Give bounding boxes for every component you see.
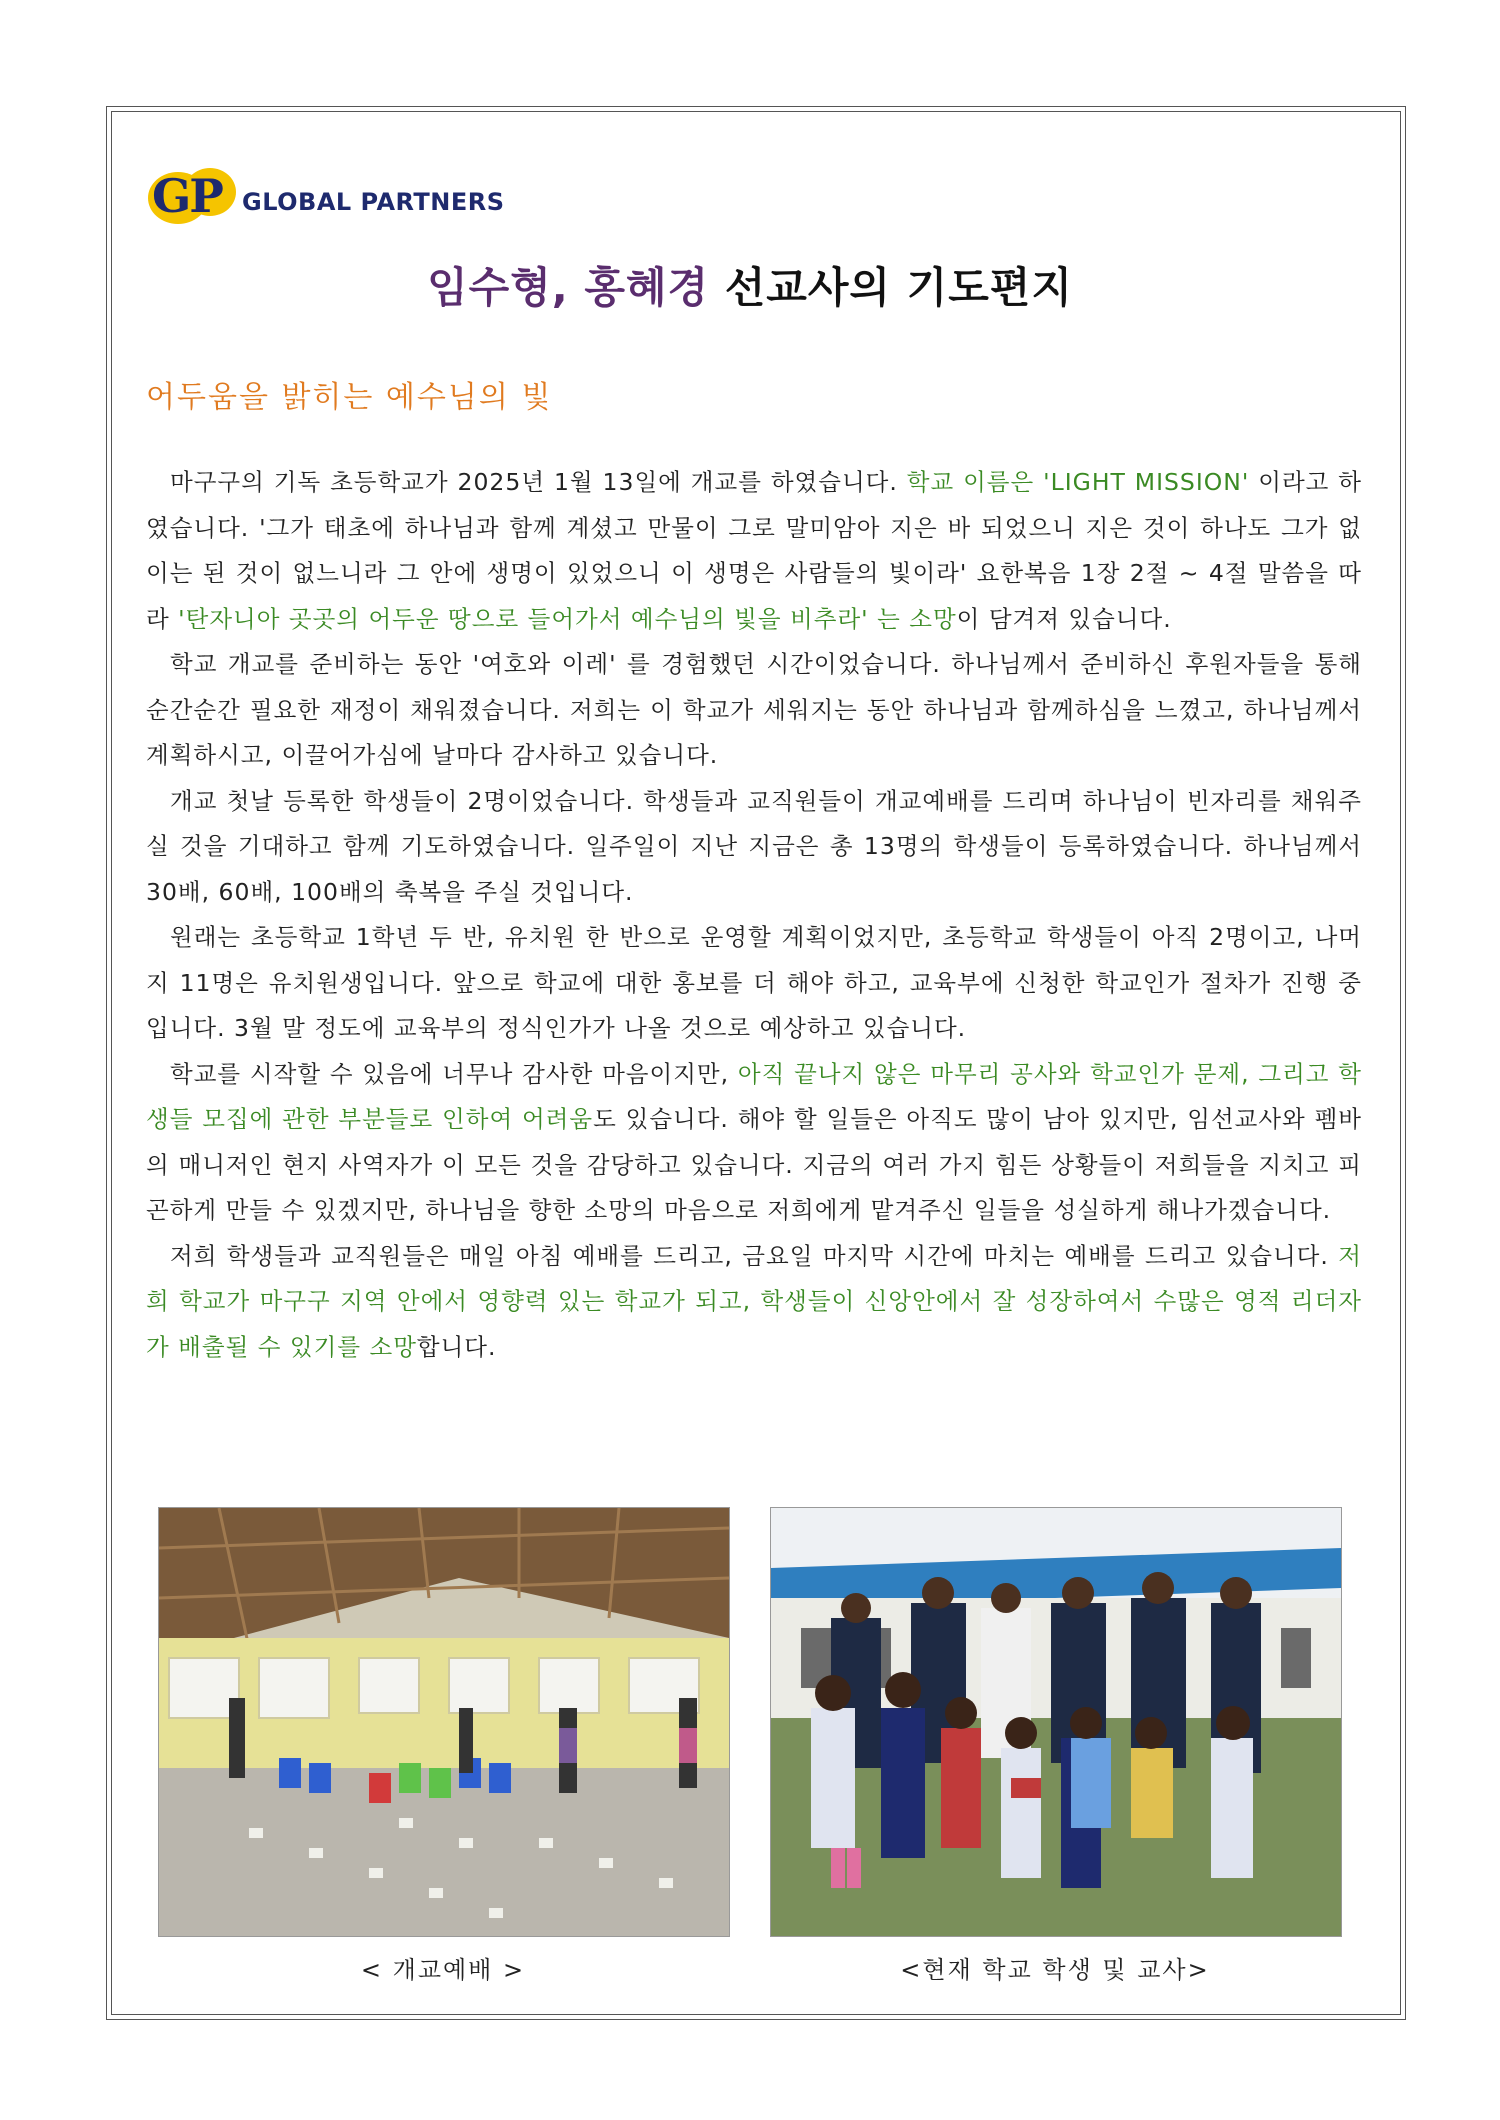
- paragraph-2: 학교 개교를 준비하는 동안 '여호와 이레' 를 경험했던 시간이었습니다. 하나님께서 준비하신 후원자들을 통해 순간순간 필요한 재정이 채워졌습니다. 저희는 이 학교가 세워지는 동안 하나님과 함께하심을 느꼈고, 하나님께서 계획하시고, 이끌어가심에 날마다 감사하고 있습니다.: [146, 650, 1362, 769]
- students-teachers-caption: <현재 학교 학생 및 교사>: [900, 1956, 1210, 1984]
- paragraph-5-highlight-difficulties: 아직 끝나지 않은 마무리 공사와 학교인가 문제, 그리고 학생들 모집에 관한 부분들로 인하여 어려움: [146, 1059, 1362, 1133]
- section-subtitle: 어두움을 밝히는 예수님의 빛: [146, 380, 553, 415]
- letter-body: [146, 460, 1362, 1370]
- paragraph-5-text-a: 학교를 시작할 수 있음에 너무나 감사한 마음이지만,: [170, 1059, 738, 1088]
- paragraph-3: 개교 첫날 등록한 학생들이 2명이었습니다. 학생들과 교직원들이 개교예배를 드리며 하나님이 빈자리를 채워주실 것을 기대하고 함께 기도하였습니다. 일주일이 지난 지금은 총 13명의 학생들이 등록하였습니다. 하나님께서 30배, 60배, 100배의 축복을 주실 것입니다.: [146, 786, 1362, 906]
- paragraph-4: 원래는 초등학교 1학년 두 반, 유치원 한 반으로 운영할 계획이었지만, 초등학교 학생들이 아직 2명이고, 나머지 11명은 유치원생입니다. 앞으로 학교에 대한 홍보를 더 해야 하고, 교육부에 신청한 학교인가 절차가 진행 중입니다. 3월 말 정도에 교육부의 정식인가가 나올 것으로 예상하고 있습니다.: [146, 923, 1362, 1042]
- paragraph-1-highlight-school-name: 학교 이름은 'LIGHT MISSION': [906, 468, 1250, 496]
- title-names: 임수형, 홍혜경: [427, 263, 710, 312]
- paragraph-1-text-a: 마구구의 기독 초등학교가 2025년 1월 13일에 개교를 하였습니다.: [170, 468, 907, 496]
- logo-mark: GP: [152, 169, 222, 223]
- paragraph-1: [146, 460, 1362, 642]
- global-partners-logo: [146, 158, 526, 230]
- paragraph-1-highlight-hope: '탄자니아 곳곳의 어두운 땅으로 들어가서 예수님의 빛을 비추라' 는 소망: [178, 604, 957, 633]
- students-teachers-photo: [770, 1507, 1342, 1937]
- paragraph-1-text-c: 이라고 하였습니다. '그가 태초에 하나님과 함께 계셨고 만물이 그로 말미암아 지은 바 되었으니 지은 것이 하나도 그가 없이는 된 것이 없느니라 그 안에 생명이 있었으니 이 생명은 사람들의 빛이라' 요한복음 1장 2절 ~ 4절 말씀을 따라: [146, 468, 1362, 633]
- page-title: [0, 255, 1500, 315]
- paragraph-6-highlight-prayer: 저희 학교가 마구구 지역 안에서 영향력 있는 학교가 되고, 학생들이 신앙안에서 잘 성장하여서 수많은 영적 리더자가 배출될 수 있기를 소망: [146, 1241, 1362, 1361]
- logo-name: GLOBAL PARTNERS: [242, 188, 505, 216]
- paragraph-5: [146, 1052, 1362, 1234]
- paragraph-5-text-c: 도 있습니다. 해야 할 일들은 아직도 많이 남아 있지만, 임선교사와 펨바의 매니저인 현지 사역자가 이 모든 것을 감당하고 있습니다. 지금의 여러 가지 힘든 상황들이 저희들을 지치고 피곤하게 만들 수 있겠지만, 하나님을 향한 소망의 마음으로 저희에게 맡겨주신 일들을 성실하게 해나가겠습니다.: [146, 1105, 1362, 1224]
- paragraph-6: [146, 1234, 1362, 1371]
- paragraph-6-text-c: 합니다.: [416, 1332, 497, 1361]
- opening-worship-photo: [158, 1507, 730, 1937]
- opening-worship-caption: < 개교예배 >: [360, 1956, 526, 1984]
- title-rest: 선교사의 기도편지: [709, 263, 1073, 312]
- paragraph-1-text-e: 이 담겨져 있습니다.: [956, 604, 1172, 633]
- paragraph-6-text-a: 저희 학생들과 교직원들은 매일 아침 예배를 드리고, 금요일 마지막 시간에 마치는 예배를 드리고 있습니다.: [170, 1241, 1339, 1270]
